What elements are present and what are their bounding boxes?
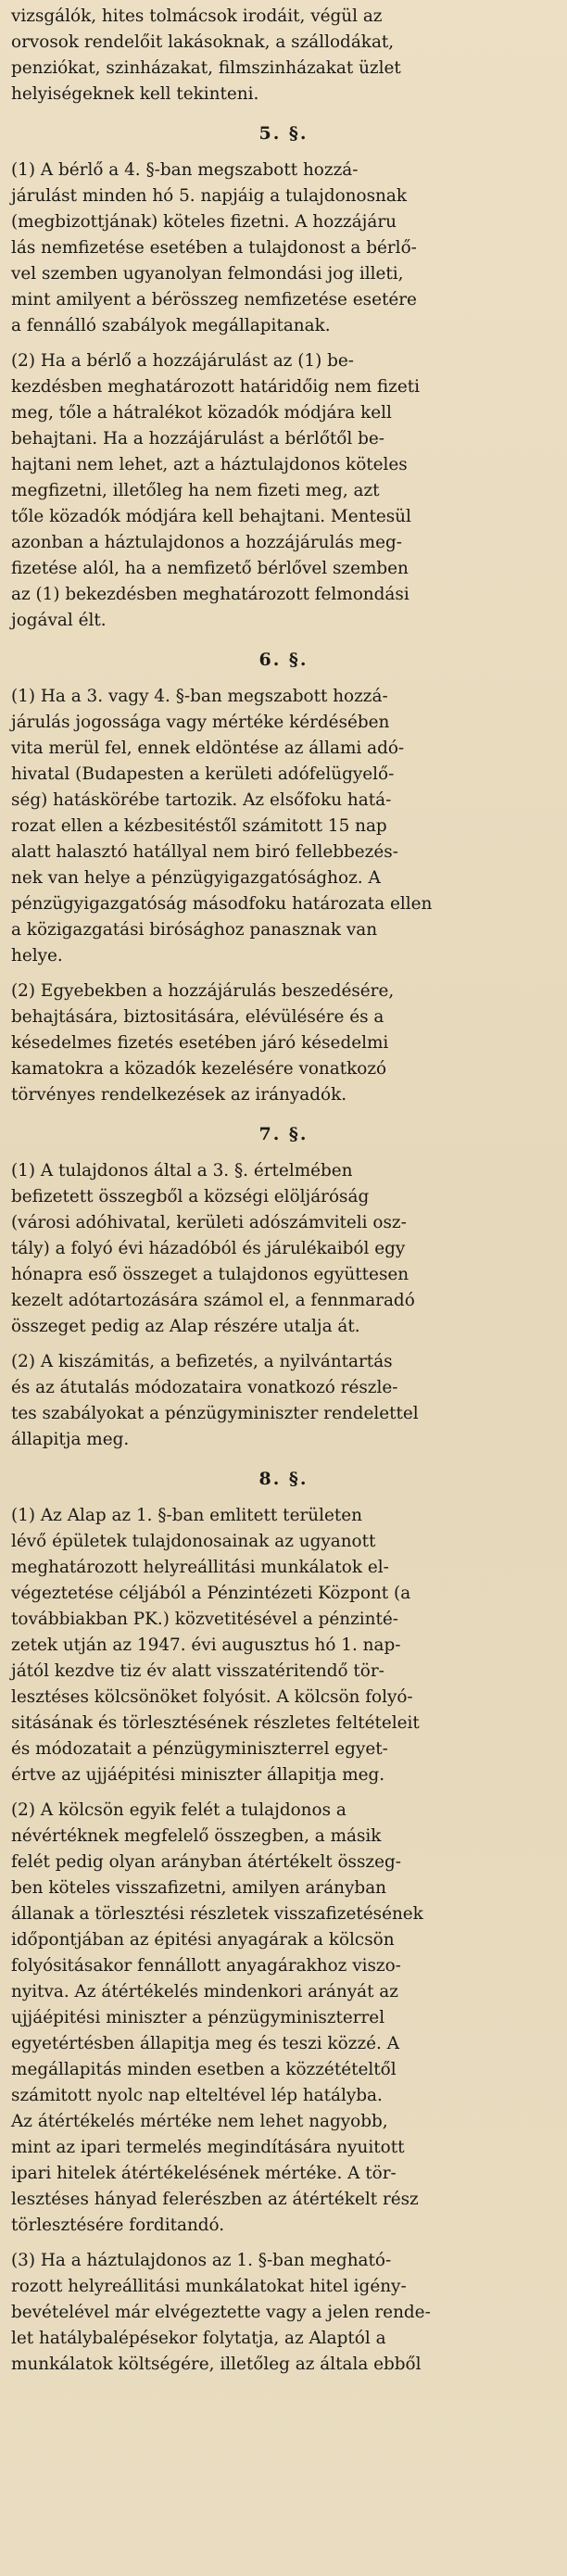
section-heading-6: 6. §. (258, 650, 309, 670)
paragraph-5-1: (1) A bérlő a 4. §-ban megszabott hozzá- járulást minden hó 5. napjáig a tulajdonosnak (megbizottjának) köteles fizetni. A hozzájáru lás nemfizetése esetében a tulajdonost a bérlő- vel szemben ugyanolyan felmondási jog illeti, mint amilyent a bérösszeg nemfizetése esetére a fennálló szabályok megállapitanak. (11, 160, 417, 335)
section-heading-5: 5. §. (258, 123, 309, 144)
paragraph-8-3: (3) Ha a háztulajdonos az 1. §-ban megható- rozott helyreállitási munkálatokat hitel igény- bevételével már elvégeztette vagy a jelen rende- let hatálybalépésekor folytatja, az Alaptól a munkálatok költségére, illetőleg az általa ebből (11, 2251, 431, 2374)
paragraph-7-2: (2) A kiszámitás, a befizetés, a nyilvántartás és az átutalás módozataira vonatkozó részle- tes szabályokat a pénzügyminiszter rendelettel állapitja meg. (11, 1352, 419, 1449)
paragraph-7-1: (1) A tulajdonos által a 3. §. értelmében befizetett összegből a községi elöljáróság (városi adóhivatal, kerületi adószámviteli osz- tály) a folyó évi házadóból és járulékaiból egy hónapra eső összeget a tulajdonos együttesen kezelt adótartozására számol el, a fennmaradó összeget pedig az Alap részére utalja át. (11, 1161, 415, 1336)
paragraph-8-1: (1) Az Alap az 1. §-ban emlitett területen lévő épületek tulajdonosainak az ugyanott meghatározott helyreállitási munkálatok el- végeztetése céljából a Pénzintézeti Központ (a továbbiakban PK.) közvetitésével a pénzinté- zetek utján az 1947. évi augusztus hó 1. nap- jától kezdve tiz év alatt visszatéritendő tör- lesztéses kölcsönöket folyósit. A kölcsön folyó- sitásának és törlesztésének részletes feltételeit és módozatait a pénzügyminiszterrel egyet- értve az ujjáépitési miniszter állapitja meg. (11, 1506, 420, 1785)
paragraph-6-2: (2) Egyebekben a hozzájárulás beszedésére, behajtására, biztositására, elévülésére és a késedelmes fizetés esetében járó késedelmi kamatokra a közadók kezelésére vonatkozó törvényes rendelkezések az irányadók. (11, 981, 395, 1105)
paragraph-8-2: (2) A kölcsön egyik felét a tulajdonos a névértéknek megfelelő összegben, a másik felét pedig olyan arányban átértékelt összeg- ben köteles visszafizetni, amilyen arányban állanak a törlesztési részletek visszafizetésének időpontjában az épitési anyagárak a kölcsön folyósitásakor fennállott anyagárakhoz viszo- nyitva. Az átértékelés mindenkori arányát az ujjáépitési miniszter a pénzügyminiszterrel egyetértésben állapitja meg és teszi közzé. A megállapitás minden esetben a közzétételtől számitott nyolc nap elteltével lép hatályba. Az átértékelés mértéke nem lehet nagyobb, mint az ipari termelés megindítására nyuitott ipari hitelek átértékelésének mértéke. A tör- lesztéses hányad felerészben az átértékelt rész törlesztésére forditandó. (11, 1800, 423, 2235)
paragraph-5-2: (2) Ha a bérlő a hozzájárulást az (1) be- kezdésben meghatározott határidőig nem fizeti meg, tőle a hátralékot közadók módjára kell behajtani. Ha a hozzájárulást a bérlőtől be- hajtani nem lehet, azt a háztulajdonos köteles megfizetni, illetőleg ha nem fizeti meg, azt tőle közadók módjára kell behajtani. Mentesül azonban a háztulajdonos a hozzájárulás meg- fizetése alól, ha a nemfizető bérlővel szemben az (1) bekezdésben meghatározott felmondási jogával élt. (11, 351, 420, 630)
section-heading-8: 8. §. (258, 1469, 309, 1489)
section-heading-7: 7. §. (258, 1124, 309, 1144)
paragraph-continuation: vizsgálók, hites tolmácsok irodáit, végül az orvosok rendelőit lakásoknak, a szállodákat, penziókat, szinházakat, filmszinházakat üzlet helyiségeknek kell tekinteni. (11, 6, 401, 104)
paragraph-6-1: (1) Ha a 3. vagy 4. §-ban megszabott hozzá- járulás jogossága vagy mértéke kérdésében vita merül fel, ennek eldöntése az állami adó- hivatal (Budapesten a kerületi adófelügyelő- ség) hatáskörébe tartozik. Az elsőfoku hatá- rozat ellen a kézbesitéstől számitott 15 nap alatt halasztó hatállyal nem biró fellebbezés- nek van helye a pénzügyigazgatósághoz. A pénzügyigazgatóság másodfoku határozata ellen a közigazgatási birósághoz panasznak van helye. (11, 687, 433, 966)
